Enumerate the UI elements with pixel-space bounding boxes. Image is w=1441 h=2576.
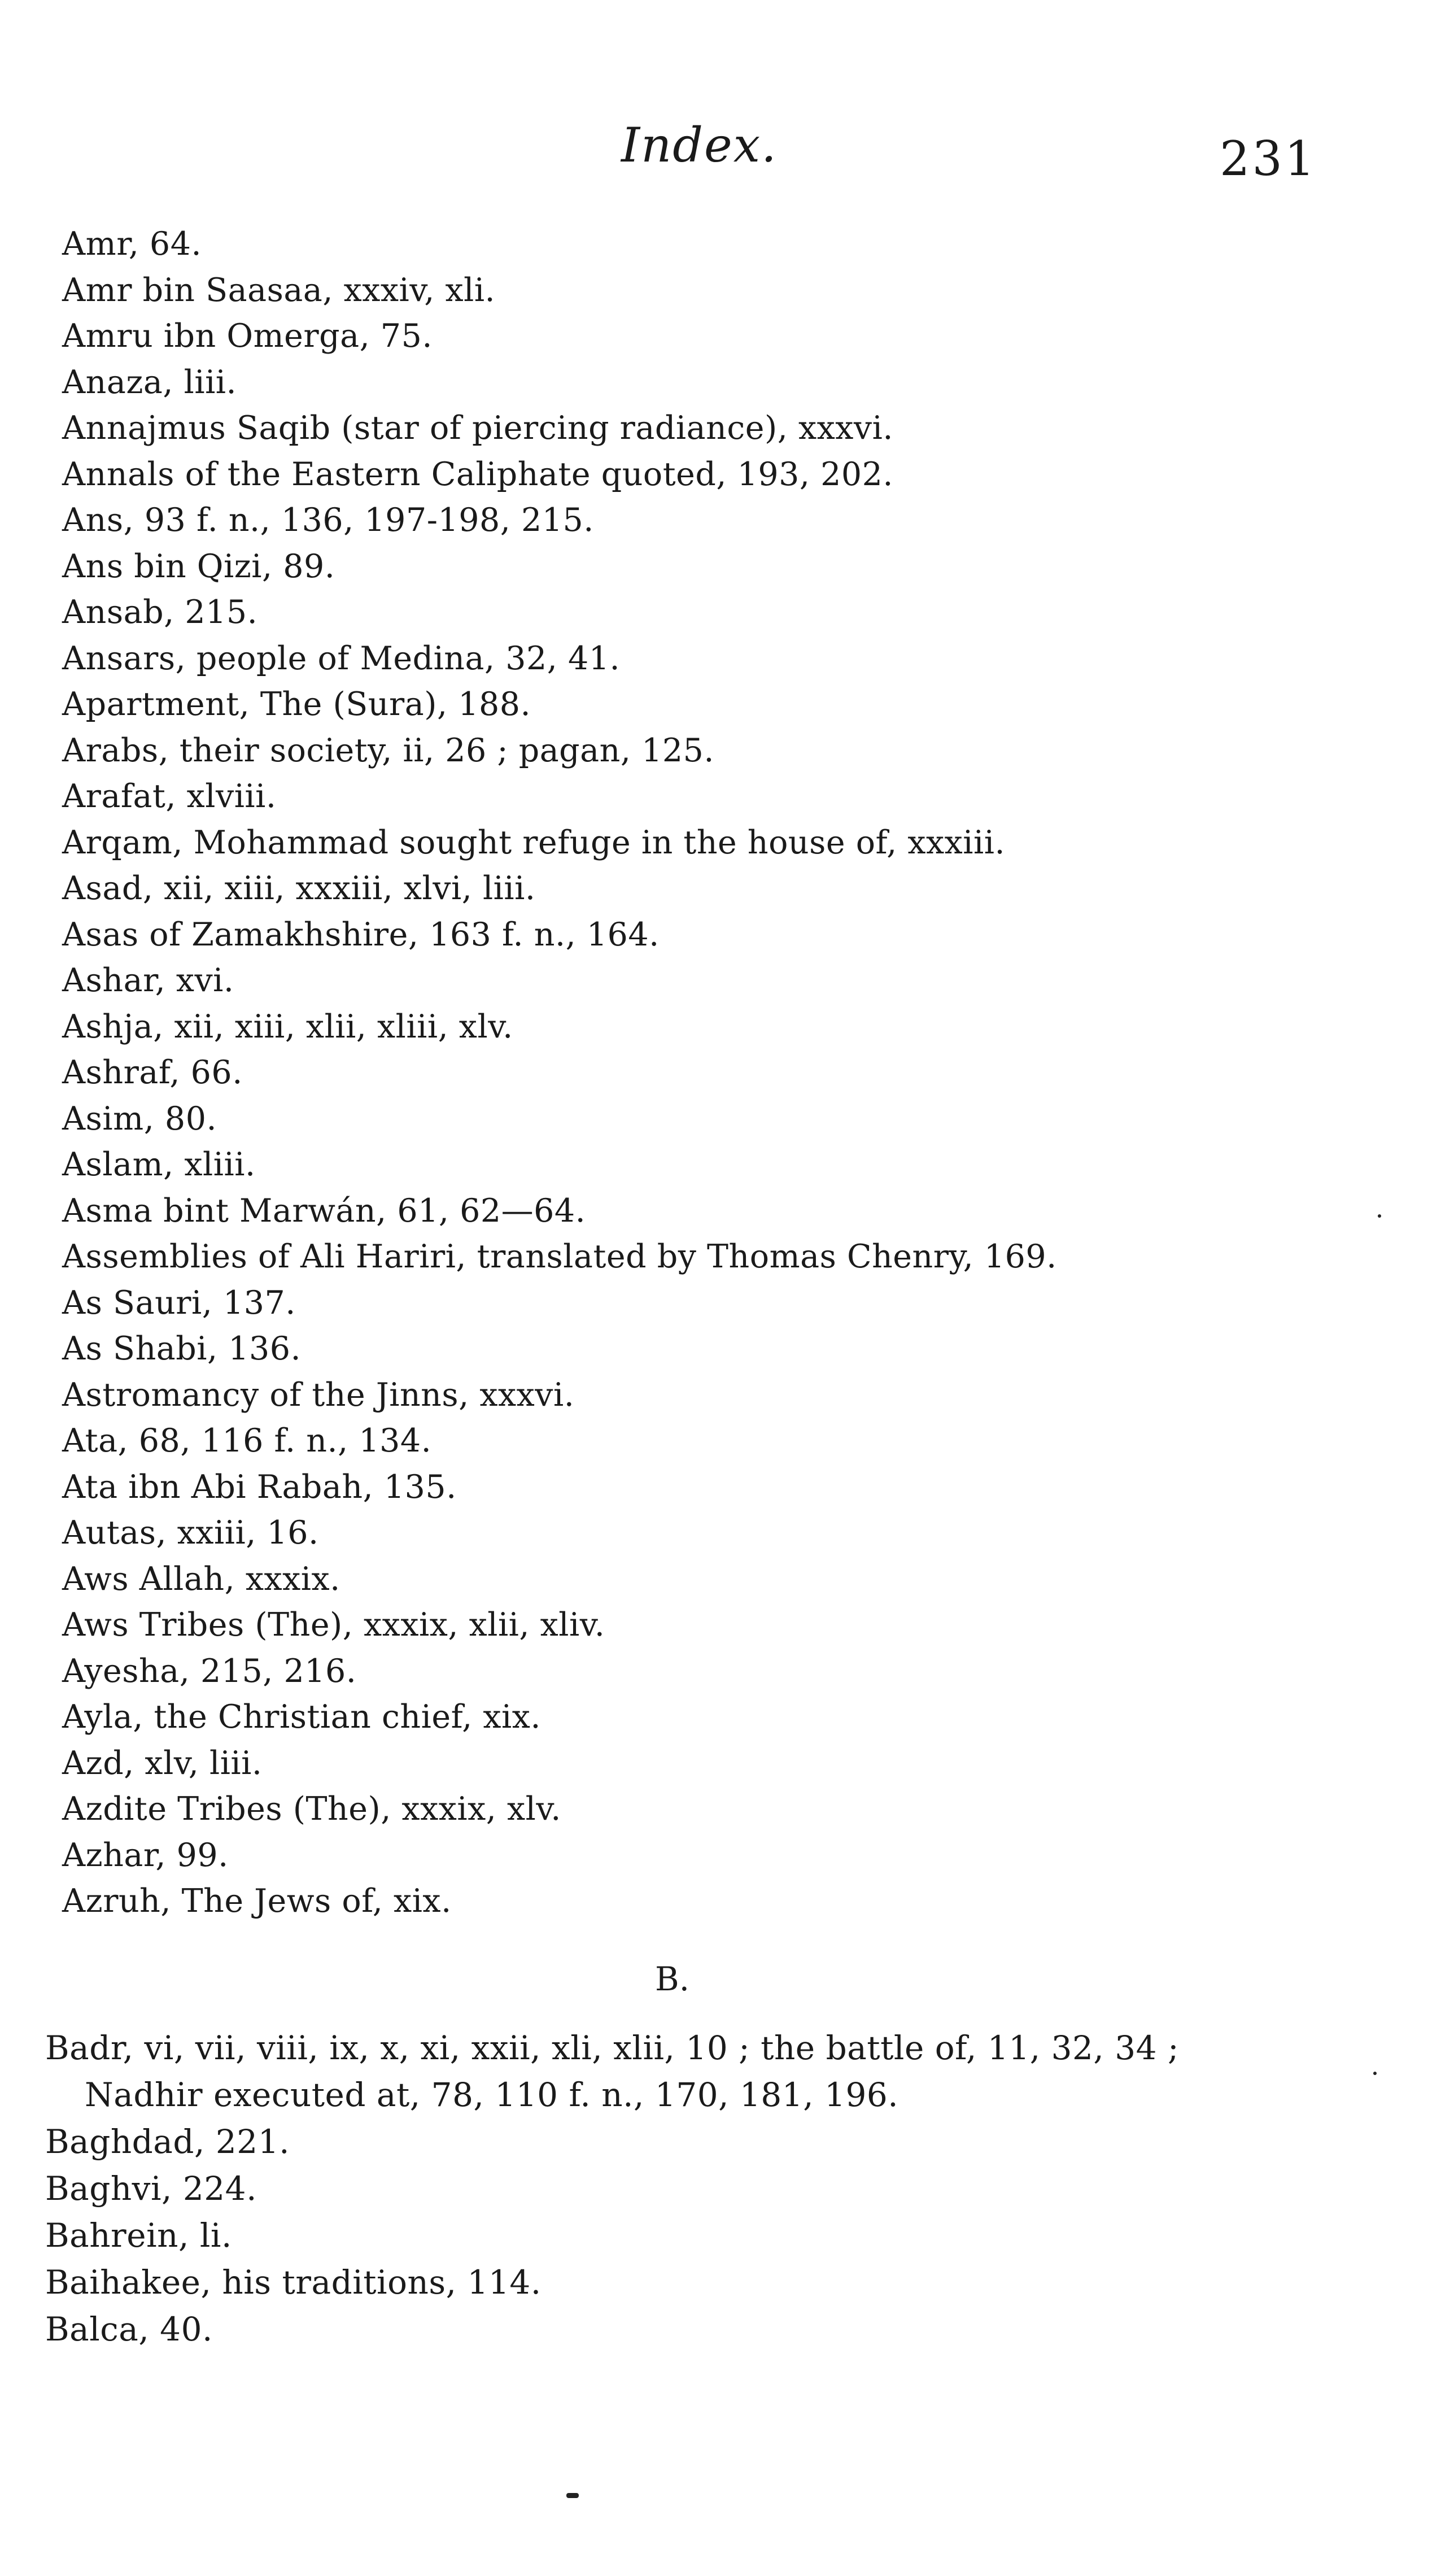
index-entry: Arabs, their society, ii, 26 ; pagan, 125. — [62, 731, 715, 769]
index-entry: Ans, 93 f. n., 136, 197-198, 215. — [62, 502, 594, 539]
index-entry: Ashraf, 66. — [62, 1054, 243, 1091]
page-number: 231 — [1220, 131, 1317, 186]
index-entry: Azruh, The Jews of, xix. — [62, 1882, 452, 1920]
section-heading-b: B. — [655, 1960, 690, 1998]
index-entry: Ans bin Qizi, 89. — [62, 547, 335, 585]
index-entry: Aws Tribes (The), xxxix, xlii, xliv. — [62, 1606, 605, 1644]
index-entry: Annajmus Saqib (star of piercing radiance), xxxvi. — [62, 409, 893, 447]
index-entry: Baihakee, his traditions, 114. — [45, 2263, 542, 2302]
index-entry: Ansab, 215. — [62, 594, 258, 631]
page-title: Index. — [621, 117, 778, 173]
index-entry: Astromancy of the Jinns, xxxvi. — [62, 1376, 575, 1414]
index-entry: Anaza, liii. — [62, 363, 237, 401]
index-entry: Ansars, people of Medina, 32, 41. — [62, 639, 621, 677]
index-entry: Balca, 40. — [45, 2310, 213, 2348]
index-entry: As Sauri, 137. — [62, 1284, 296, 1322]
index-entry: Apartment, The (Sura), 188. — [62, 686, 531, 723]
index-entry-line: Badr, vi, vii, viii, ix, x, xi, xxii, xli, xlii, 10 ; the battle of, 11, 32, 34 ; — [45, 2029, 1180, 2067]
index-entry-badr — [45, 2025, 1389, 2119]
index-entry: Ata ibn Abi Rabah, 135. — [62, 1468, 457, 1506]
index-entry: Amr bin Saasaa, xxxiv, xli. — [62, 271, 496, 309]
index-entry: Azdite Tribes (The), xxxix, xlv. — [62, 1790, 561, 1828]
print-speck — [566, 2493, 579, 2498]
index-entry: Arqam, Mohammad sought refuge in the house of, xxxiii. — [62, 823, 1006, 861]
index-entry: Annals of the Eastern Caliphate quoted, 193, 202. — [62, 455, 894, 493]
index-entry: Baghvi, 224. — [45, 2169, 257, 2208]
print-speck — [1373, 2072, 1377, 2075]
index-entry: Arafat, xlviii. — [62, 778, 277, 815]
index-entry: Aslam, xliii. — [62, 1146, 256, 1183]
index-entry: Asim, 80. — [62, 1100, 217, 1137]
index-entry: Assemblies of Ali Hariri, translated by Thomas Chenry, 169. — [62, 1238, 1057, 1275]
index-entry: Azd, xlv, liii. — [62, 1744, 263, 1782]
index-entry: Ashar, xvi. — [62, 962, 234, 999]
index-entry: Asma bint Marwán, 61, 62—64. — [62, 1192, 586, 1230]
index-entry: Amr, 64. — [62, 225, 202, 263]
print-speck — [1378, 1214, 1381, 1218]
index-entry: Amru ibn Omerga, 75. — [62, 317, 433, 355]
index-entry: Ata, 68, 116 f. n., 134. — [62, 1422, 432, 1459]
index-entry-continuation: Nadhir executed at, 78, 110 f. n., 170, 181, 196. — [85, 2076, 899, 2114]
index-entry: Bahrein, li. — [45, 2216, 232, 2255]
index-entry: Asad, xii, xiii, xxxiii, xlvi, liii. — [62, 870, 536, 907]
index-entry: Aws Allah, xxxix. — [62, 1560, 340, 1598]
index-entry: Ashja, xii, xiii, xlii, xliii, xlv. — [62, 1008, 513, 1045]
index-entry: Baghdad, 221. — [45, 2122, 290, 2161]
index-entries-b — [45, 2025, 1389, 2353]
index-entry: Ayla, the Christian chief, xix. — [62, 1698, 542, 1736]
index-entry: As Shabi, 136. — [62, 1330, 302, 1367]
index-entry: Ayesha, 215, 216. — [62, 1652, 357, 1690]
index-entries-a — [62, 221, 1361, 1925]
index-entry: Autas, xxiii, 16. — [62, 1514, 319, 1551]
index-entry: Azhar, 99. — [62, 1836, 229, 1874]
index-entry: Asas of Zamakhshire, 163 f. n., 164. — [62, 916, 660, 953]
